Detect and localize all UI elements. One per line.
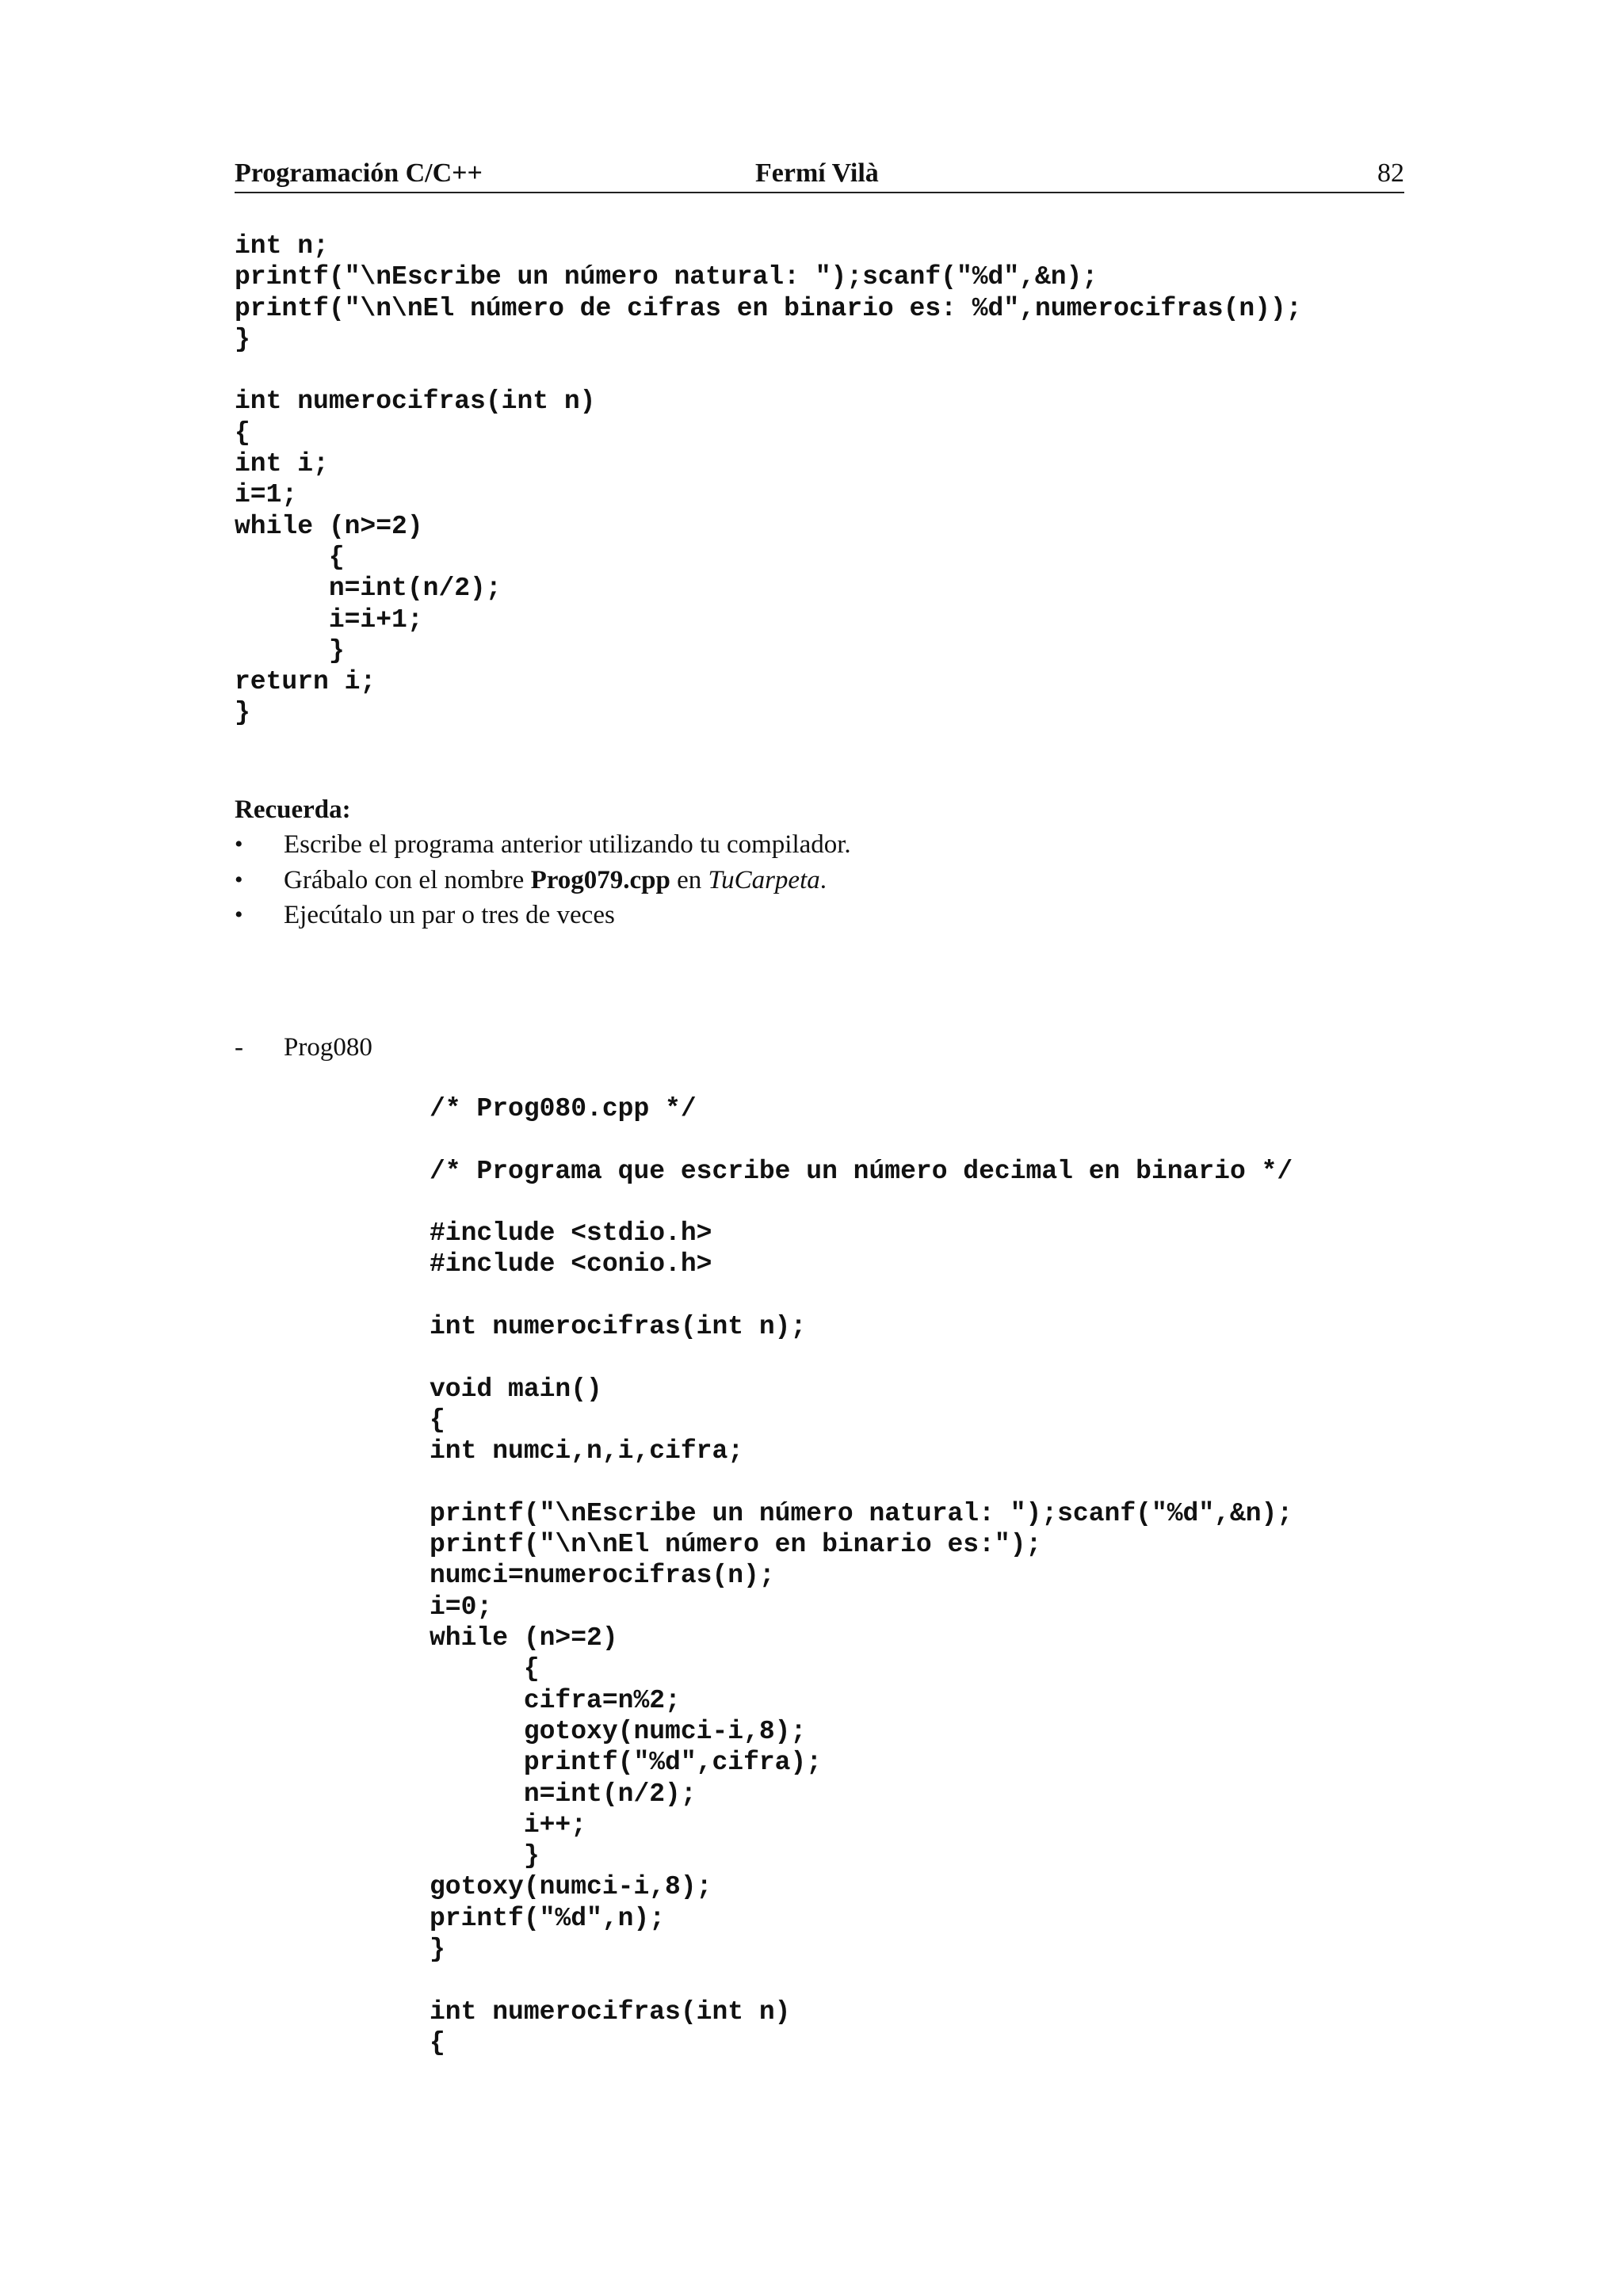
code-line: {	[430, 1405, 445, 1435]
code-line: {	[430, 2027, 445, 2058]
code-line: int numerocifras(int n)	[235, 387, 596, 417]
code-line: printf("%d",n);	[430, 1903, 666, 1933]
page-header	[235, 155, 1404, 193]
list-item-text-middle: en	[670, 865, 708, 894]
list-item-text: Escribe el programa anterior utilizando tu compilador.	[284, 830, 851, 859]
code-line: printf("\n\nEl número en binario es:");	[430, 1530, 1042, 1560]
code-line	[430, 1965, 1293, 1996]
code-line: cifra=n%2;	[430, 1685, 681, 1715]
code-line: /* Prog080.cpp */	[430, 1094, 697, 1123]
program-label: Prog080	[284, 1033, 372, 1062]
folder-name: TuCarpeta	[708, 865, 820, 894]
code-line: {	[235, 542, 345, 572]
list-item	[235, 827, 1344, 863]
code-line: printf("\nEscribe un número natural: ");scanf("%d",&n);	[235, 262, 1098, 292]
code-line: return i;	[235, 667, 376, 697]
bullet-icon: •	[235, 866, 243, 893]
list-item	[235, 898, 1344, 933]
code-line: int numerocifras(int n);	[430, 1312, 807, 1342]
header-book-title: Programación C/C++	[235, 158, 483, 188]
code-line: int numci,n,i,cifra;	[430, 1436, 744, 1466]
code-line: {	[235, 418, 250, 448]
code-line: printf("\nEscribe un número natural: ");scanf("%d",&n);	[430, 1498, 1293, 1528]
code-line: i=0;	[430, 1592, 493, 1622]
code-line: /* Programa que escribe un número decimal en binario */	[430, 1156, 1293, 1186]
code-line: void main()	[430, 1374, 602, 1404]
code-line: gotoxy(numci-i,8);	[430, 1872, 712, 1902]
code-line: numci=numerocifras(n);	[430, 1561, 775, 1591]
list-item-text-prefix: Grábalo con el nombre	[284, 865, 531, 894]
code-line: n=int(n/2);	[430, 1779, 697, 1809]
code-line	[430, 1342, 1293, 1373]
code-line: #include <conio.h>	[430, 1249, 712, 1280]
code-line: gotoxy(numci-i,8);	[430, 1716, 807, 1746]
code-line: }	[235, 698, 250, 728]
code-line: i=1;	[235, 480, 298, 510]
code-line: i++;	[430, 1810, 587, 1840]
bullet-icon: •	[235, 831, 243, 857]
bullet-icon: •	[235, 902, 243, 928]
code-line	[430, 1280, 1293, 1311]
recuerda-list	[235, 827, 1344, 933]
code-line: int i;	[235, 449, 329, 479]
code-line: int n;	[235, 231, 329, 261]
list-item-text: Ejecútalo un par o tres de veces	[284, 901, 615, 929]
recuerda-section	[235, 792, 1344, 933]
code-line: i=i+1;	[235, 605, 423, 635]
code-line: printf("\n\nEl número de cifras en binario es: %d",numerocifras(n));	[235, 293, 1302, 323]
code-line: int numerocifras(int n)	[430, 1997, 791, 2027]
code-line: while (n>=2)	[235, 511, 423, 541]
file-name: Prog079.cpp	[530, 865, 670, 894]
code-line	[430, 1124, 1293, 1155]
dash-marker: -	[235, 1033, 243, 1062]
code-block-prog079-end	[235, 231, 1302, 729]
code-line: {	[430, 1654, 540, 1684]
list-item	[235, 863, 1344, 898]
code-block-prog080	[430, 1093, 1293, 2058]
code-line: #include <stdio.h>	[430, 1219, 712, 1249]
header-author: Fermí Vilà	[755, 158, 879, 188]
code-line: n=int(n/2);	[235, 574, 502, 604]
code-line	[430, 1187, 1293, 1218]
code-line	[430, 1467, 1293, 1498]
code-line: }	[430, 1841, 540, 1871]
code-line: }	[235, 324, 250, 354]
code-line: }	[235, 635, 345, 666]
code-line: }	[430, 1935, 445, 1965]
header-page-number: 82	[1377, 158, 1404, 188]
recuerda-title: Recuerda:	[235, 795, 351, 824]
code-line	[235, 355, 1302, 386]
list-item-text-suffix: .	[819, 865, 827, 894]
code-line: while (n>=2)	[430, 1623, 618, 1653]
code-line: printf("%d",cifra);	[430, 1748, 823, 1778]
